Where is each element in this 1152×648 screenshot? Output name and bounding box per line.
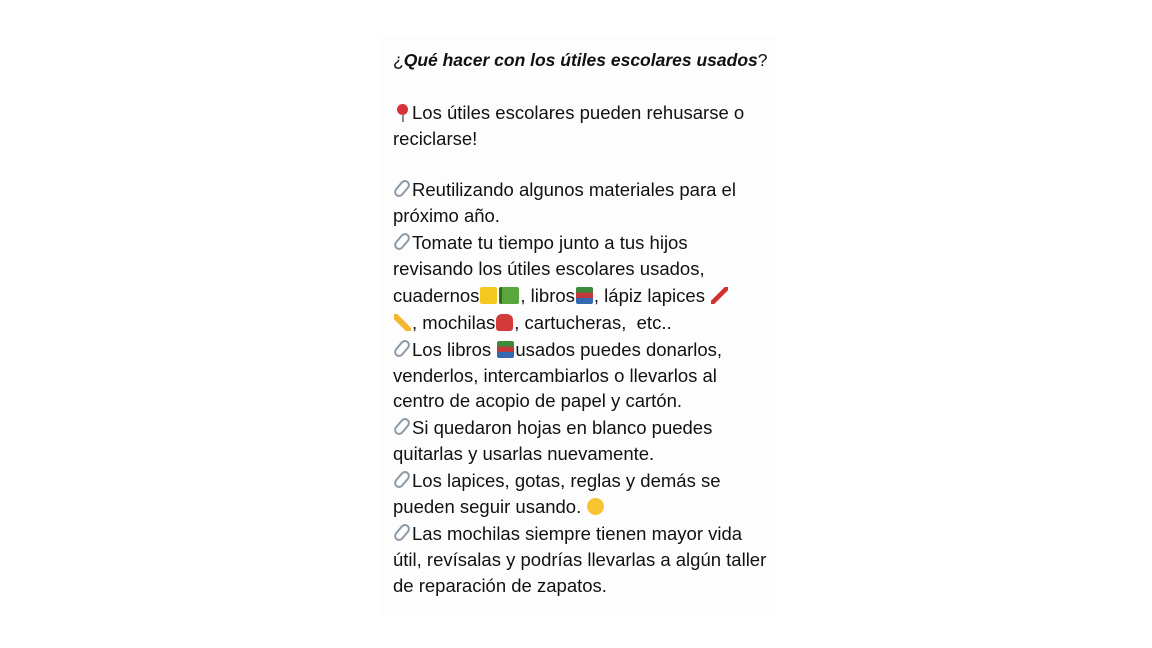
text-line bbox=[393, 178, 736, 202]
title-text: Qué hacer con los útiles escolares usados bbox=[403, 50, 758, 70]
text-line bbox=[393, 284, 729, 308]
text-line bbox=[393, 522, 742, 546]
line-text: reciclarse! bbox=[393, 128, 478, 149]
yellow-notebook-icon bbox=[480, 287, 497, 304]
line-text: venderlos, intercambiarlos o llevarlos al bbox=[393, 365, 717, 386]
line-text: Reutilizando algunos materiales para el bbox=[412, 179, 736, 200]
text-line bbox=[393, 469, 721, 493]
paperclip-icon bbox=[392, 416, 412, 437]
title-lead: ¿ bbox=[393, 50, 404, 70]
line-text: centro de acopio de papel y cartón. bbox=[393, 390, 682, 411]
crayon-icon bbox=[711, 287, 728, 304]
line-text: Los lapices, gotas, reglas y demás se bbox=[412, 470, 721, 491]
line-text: útil, revísalas y podrías llevarlas a algún taller bbox=[393, 549, 767, 570]
line-text: Los útiles escolares pueden rehusarse o bbox=[412, 102, 745, 123]
paperclip-icon bbox=[392, 231, 412, 252]
pencil-icon bbox=[394, 314, 411, 331]
line-text: Las mochilas siempre tienen mayor vida bbox=[412, 523, 743, 544]
text-line bbox=[393, 495, 605, 519]
line-text: cuadernos bbox=[393, 285, 480, 306]
line-text: de reparación de zapatos. bbox=[393, 575, 607, 596]
title-tail: ? bbox=[757, 50, 768, 70]
line-text: próximo año. bbox=[393, 205, 500, 226]
text-line bbox=[393, 101, 744, 125]
line-text: usados puedes donarlos, bbox=[515, 339, 723, 360]
line-text: pueden seguir usando. bbox=[393, 496, 587, 517]
text-line bbox=[393, 364, 717, 388]
line-text: , cartucheras, etc.. bbox=[514, 312, 672, 333]
text-line bbox=[393, 338, 722, 362]
line-text: , libros bbox=[520, 285, 575, 306]
line-text: Si quedaron hojas en blanco puedes bbox=[412, 417, 713, 438]
text-line bbox=[393, 311, 672, 335]
line-text: Tomate tu tiempo junto a tus hijos bbox=[412, 232, 688, 253]
line-text: quitarlas y usarlas nuevamente. bbox=[393, 443, 655, 464]
books-icon bbox=[576, 287, 593, 304]
text-line bbox=[393, 127, 477, 151]
text-line bbox=[393, 548, 766, 572]
post-title bbox=[393, 48, 767, 72]
paperclip-icon bbox=[392, 178, 412, 199]
text-line bbox=[393, 442, 654, 466]
text-line bbox=[393, 204, 500, 228]
text-line bbox=[393, 389, 682, 413]
paperclip-icon bbox=[392, 338, 412, 359]
books-icon bbox=[497, 341, 514, 358]
text-line bbox=[393, 416, 712, 440]
pin-icon bbox=[394, 104, 411, 121]
winking-face-icon bbox=[587, 498, 604, 515]
text-line bbox=[393, 231, 688, 255]
text-line bbox=[393, 574, 607, 598]
text-line bbox=[393, 257, 705, 281]
paperclip-icon bbox=[392, 469, 412, 490]
paperclip-icon bbox=[392, 522, 412, 543]
line-text: Los libros bbox=[412, 339, 497, 360]
line-text: , lápiz lapices bbox=[593, 285, 711, 306]
line-text: revisando los útiles escolares usados, bbox=[393, 258, 705, 279]
backpack-icon bbox=[496, 314, 513, 331]
green-notebook-icon bbox=[499, 287, 519, 304]
line-text: , mochilas bbox=[412, 312, 496, 333]
